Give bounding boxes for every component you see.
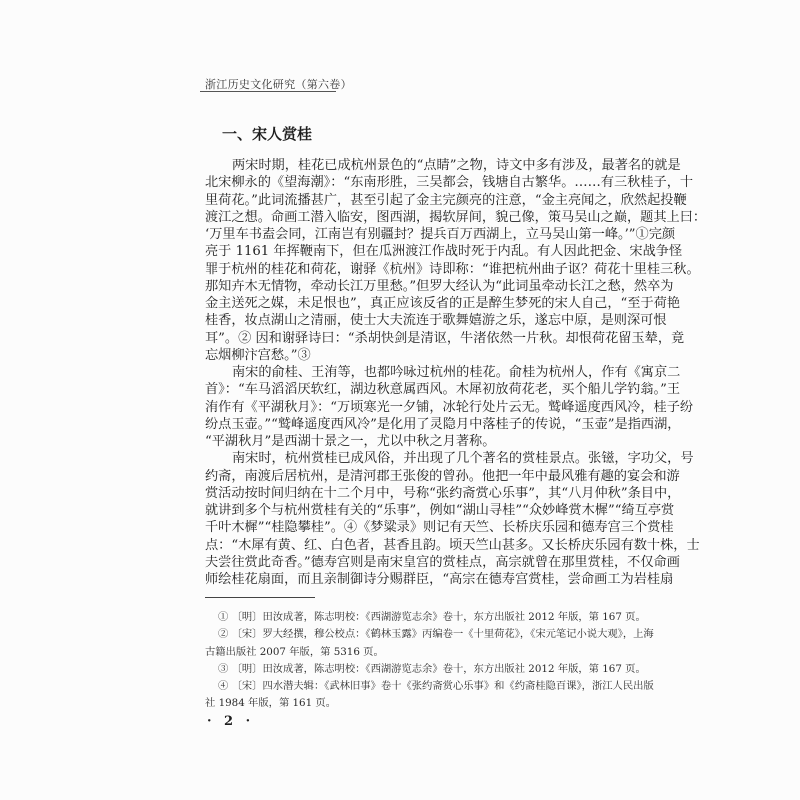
paragraph-line: 那知卉木无情物，牵动长江万里愁。”但罗大经认为“此词虽牵动长江之愁，然卒为	[205, 278, 674, 294]
paragraph-line: “平湖秋月”是西湖十景之一，尤以中秋之月著称。	[205, 434, 496, 449]
body-text	[205, 157, 707, 588]
footnote	[205, 610, 646, 627]
paragraph-line: 桂香，妆点湖山之清丽，使士大夫流连于歌舞嬉游之乐，遂忘中原，是则深可恨	[205, 313, 667, 329]
paragraph	[205, 450, 700, 588]
paragraph-line: 夫尝往赏此奇香。”德寿宫则是南宋皇宫的赏桂点，高宗就曾在那里赏桂，不仅命画	[205, 554, 680, 570]
footnote-line: ④ 〔宋〕四水潜夫辑：《武林旧事》卷十《张约斋赏心乐事》和《约斋桂隐百课》，浙江人民出版	[218, 680, 654, 692]
paragraph	[205, 364, 694, 450]
paragraph-line: 北宋柳永的《望海潮》：“东南形胜，三吴都会，钱塘自古繁华。……有三秋桂子，十	[205, 175, 694, 191]
paragraph-line: 金主送死之媒，未足恨也”，真正应该反省的正是醉生梦死的宋人自己，“至于荷艳	[205, 296, 681, 311]
paragraph-line: 亮于 1161 年挥鞭南下，但在瓜洲渡江作战时死于内乱。有人因此把金、宋战争怪	[205, 244, 683, 260]
paragraph-line: 师绘桂花扇面，而且亲制御诗分赐群臣，“高宗在德寿宫赏桂，尝命画工为岩桂扇	[205, 572, 674, 587]
footnote-line: 社 1984 年版，第 161 页。	[205, 697, 337, 710]
paragraph-line: 赏活动按时间归纳在十二个月中，号称“张约斋赏心乐事”，其“八月仲秋”条目中，	[205, 485, 681, 501]
footnotes	[205, 610, 654, 714]
footnote-line: ② 〔宋〕罗大经撰，穆公校点：《鹤林玉露》丙编卷一《十里荷花》，《宋元笔记小说大观》，上海	[218, 628, 654, 641]
paragraph-line: 渡江之想。命画工潜入临安，图西湖，揭软屏间，貌己像，策马吴山之巅，题其上曰：	[205, 209, 707, 225]
footnote-line: 古籍出版社 2007 年版，第 5316 页。	[205, 645, 384, 658]
paragraph-line: 千叶木樨”“桂隐攀桂”。④《梦粱录》则记有天竺、长桥庆乐园和德寿宫三个赏桂	[205, 520, 674, 536]
header-rule	[200, 91, 336, 92]
paragraph-line: 南宋的俞桂、王洧等，也都吟咏过杭州的桂花。俞桂为杭州人，作有《寓京二	[232, 365, 681, 380]
page-number: · 2 ·	[207, 714, 255, 729]
paragraph-line: 就讲到多个与杭州赏桂有关的“乐事”，例如“湖山寻桂”“众妙峰赏木樨”“绮互亭赏	[205, 503, 675, 518]
paragraph-line: 纷点玉壶。”“鹫峰遥度西风冷”是化用了灵隐月中落桂子的传说，“玉壶”是指西湖，	[205, 416, 681, 432]
paragraph-line: 耳”。② 因和谢驿诗曰：“杀胡快剑是清讴，牛渚依然一片秋。却恨荷花留玉辇，竟	[205, 330, 685, 346]
footnote-separator	[205, 597, 315, 598]
paragraph-line: 约斋，南渡后居杭州，是清河郡王张俊的曾孙。他把一年中最风雅有趣的宴会和游	[205, 468, 680, 484]
footnote	[205, 627, 654, 662]
paragraph-line: ‘万里车书盍会同，江南岂有别疆封？提兵百万西湖上，立马吴山第一峰。’”①完颜	[205, 227, 676, 242]
running-header: 浙江历史文化研究（第六卷）	[205, 78, 352, 91]
paragraph-line: 首》：“车马滔滔厌软红，湖边秋意属西风。木犀初放荷花老，买个船儿学钓翁。”王	[205, 382, 681, 398]
paragraph	[205, 157, 707, 364]
section-title: 一、宋人赏桂	[222, 125, 313, 143]
paragraph-line: 洧作有《平湖秋月》：“万顷寒光一夕铺，冰轮行处片云无。鹫峰遥度西风冷，桂子纷	[205, 399, 694, 415]
paragraph-line: 忘烟柳汴宫愁。”③	[205, 347, 311, 363]
footnote-line: ① 〔明〕田汝成著，陈志明校：《西湖游览志余》卷十，东方出版社 2012 年版，第 167 页。	[218, 611, 646, 623]
footnote	[205, 679, 654, 714]
paragraph-line: 里荷花。”此词流播甚广，甚至引起了金主完颜亮的注意，“金主亮闻之，欣然起投鞭	[205, 192, 687, 208]
paragraph-line: 两宋时期，桂花已成杭州景色的“点睛”之物，诗文中多有涉及，最著名的就是	[232, 158, 681, 173]
paragraph-line: 南宋时，杭州赏桂已成风俗，并出现了几个著名的赏桂景点。张镃，字功父，号	[232, 451, 694, 467]
paragraph-line: 点：“木犀有黄、红、白色者，甚香且韵。顷天竺山甚多。又长桥庆乐园有数十株，士	[205, 537, 700, 553]
footnote	[205, 662, 646, 679]
paragraph-line: 罪于杭州的桂花和荷花，谢驿《杭州》诗即称：“谁把杭州曲子讴？荷花十里桂三秋。	[205, 261, 700, 277]
footnote-line: ③ 〔明〕田汝成著，陈志明校：《西湖游览志余》卷十，东方出版社 2012 年版，第 167 页。	[218, 662, 646, 675]
